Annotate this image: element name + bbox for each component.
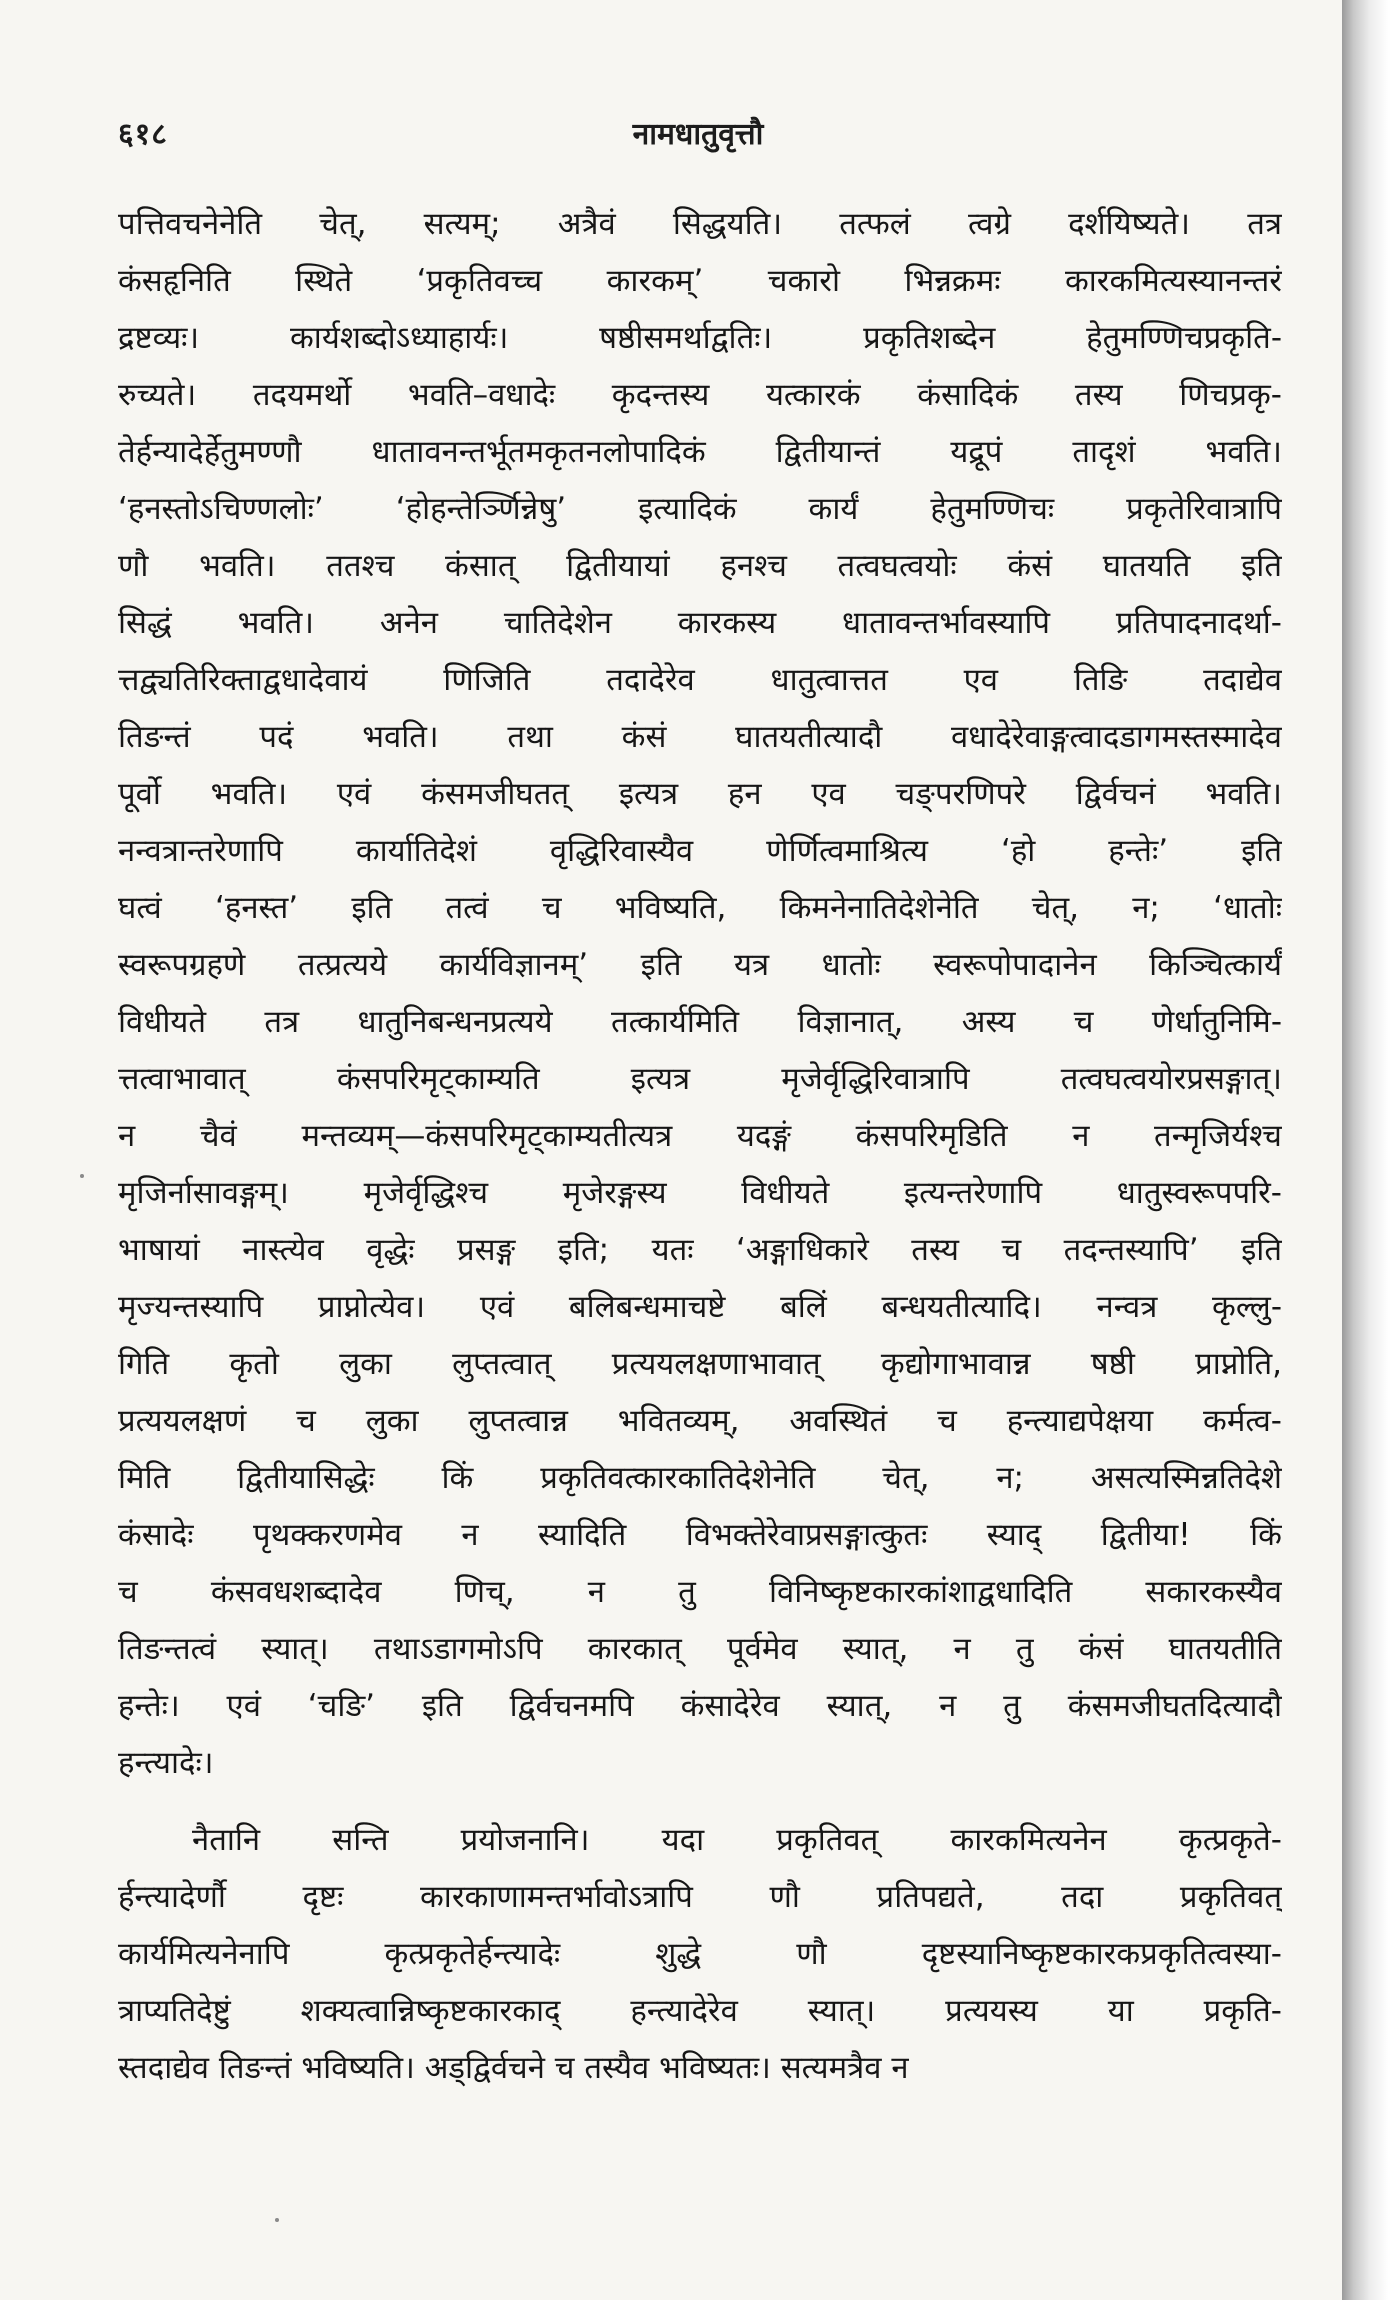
text-line: रुच्यते। तदयमर्थो भवति–वधादेः कृदन्तस्य यत्कारकं कंसादिकं तस्य णिचप्रकृ- <box>118 377 1282 413</box>
text-line: हन्तेः। एवं ‘चङि’ इति द्विर्वचनमपि कंसादेरेव स्यात्, न तु कंसमजीघतदित्यादौ <box>118 1688 1282 1724</box>
text-line: हन्त्यादेः। <box>118 1745 214 1781</box>
text-line: र्हन्त्यादेर्णौ दृष्टः कारकाणामन्तर्भावोऽत्रापि णौ प्रतिपद्यते, तदा प्रकृतिवत् <box>118 1879 1282 1915</box>
text-line: मिति द्वितीयासिद्धेः किं प्रकृतिवत्कारकातिदेशेनेति चेत्, न; असत्यस्मिन्नतिदेशे <box>118 1460 1282 1496</box>
running-title: नामधातुवृत्तौ <box>632 117 764 152</box>
text-line: च कंसवधशब्दादेव णिच्, न तु विनिष्कृष्टकारकांशाद्वधादिति सकारकस्यैव <box>118 1574 1282 1610</box>
text-line: नैतानि सन्ति प्रयोजनानि। यदा प्रकृतिवत् कारकमित्यनेन कृत्प्रकृते- <box>192 1822 1282 1858</box>
print-speck <box>80 1174 84 1178</box>
text-line: पूर्वो भवति। एवं कंसमजीघतत् इत्यत्र हन एव चङ्परणिपरे द्विर्वचनं भवति। <box>118 776 1282 812</box>
text-line: घत्वं ‘हनस्त’ इति तत्वं च भविष्यति, किमनेनातिदेशेनेति चेत्, न; ‘धातोः <box>118 890 1282 926</box>
text-line: कार्यमित्यनेनापि कृत्प्रकृतेर्हन्त्यादेः शुद्धे णौ दृष्टस्यानिष्कृष्टकारकप्रकृतित्वस्या- <box>118 1936 1282 1972</box>
text-line: तिङन्तं पदं भवति। तथा कंसं घातयतीत्यादौ वधादेरेवाङ्गत्वादडागमस्तस्मादेव <box>118 719 1282 755</box>
binding-edge-shadow <box>1342 0 1388 2300</box>
text-line: तिङन्तत्वं स्यात्। तथाऽडागमोऽपि कारकात् पूर्वमेव स्यात्, न तु कंसं घातयतीति <box>118 1631 1282 1667</box>
body-text <box>118 196 1282 2097</box>
text-line: कंसादेः पृथक्करणमेव न स्यादिति विभक्तेरेवाप्रसङ्गात्कुतः स्याद् द्वितीया! किं <box>118 1517 1282 1553</box>
text-line: नन्वत्रान्तरेणापि कार्यातिदेशं वृद्धिरिवास्यैव णेर्णित्वमाश्रित्य ‘हो हन्तेः’ इति <box>118 833 1282 869</box>
text-line: मृज्यन्तस्यापि प्राप्नोत्येव। एवं बलिबन्धमाचष्टे बलिं बन्धयतीत्यादि। नन्वत्र कृल्लु- <box>118 1289 1282 1325</box>
text-line: स्वरूपग्रहणे तत्प्रत्यये कार्यविज्ञानम्’ इति यत्र धातोः स्वरूपोपादानेन किञ्चित्कार्यं <box>118 947 1282 983</box>
text-line: णौ भवति। ततश्च कंसात् द्वितीयायां हनश्च तत्वघत्वयोः कंसं घातयति इति <box>118 548 1282 584</box>
print-speck <box>275 2218 279 2222</box>
text-line: मृजिर्नासावङ्गम्। मृजेर्वृद्धिश्च मृजेरङ्गस्य विधीयते इत्यन्तरेणापि धातुस्वरूपपरि- <box>118 1175 1282 1211</box>
page-header <box>118 112 1278 158</box>
text-line: भाषायां नास्त्येव वृद्धेः प्रसङ्ग इति; यतः ‘अङ्गाधिकारे तस्य च तदन्तस्यापि’ इति <box>118 1232 1282 1268</box>
paragraph-2 <box>118 1812 1282 2097</box>
text-line: स्तदाद्येव तिङन्तं भविष्यति। अड्द्विर्वचने च तस्यैव भविष्यतः। सत्यमत्रैव न <box>118 2050 909 2086</box>
paragraph-1 <box>118 196 1282 1792</box>
text-line: त्तत्वाभावात् कंसपरिमृट्काम्यति इत्यत्र मृजेर्वृद्धिरिवात्रापि तत्वघत्वयोरप्रसङ्गात्। <box>118 1061 1282 1097</box>
text-line: विधीयते तत्र धातुनिबन्धनप्रत्यये तत्कार्यमिति विज्ञानात्, अस्य च णेर्धातुनिमि- <box>118 1004 1282 1040</box>
text-line: त्तद्व्यतिरिक्ताद्वधादेवायं णिजिति तदादेरेव धातुत्वात्तत एव तिङि तदाद्येव <box>118 662 1282 698</box>
text-line: कंसहृनिति स्थिते ‘प्रकृतिवच्च कारकम्’ चकारो भिन्नक्रमः कारकमित्यस्यानन्तरं <box>118 263 1282 299</box>
text-line: द्रष्टव्यः। कार्यशब्दोऽध्याहार्यः। षष्ठीसमर्थाद्वतिः। प्रकृतिशब्देन हेतुमण्णिचप्रकृति- <box>118 320 1282 356</box>
text-line: न चैवं मन्तव्यम्—कंसपरिमृट्काम्यतीत्यत्र यदङ्गं कंसपरिमृडिति न तन्मृजिर्यश्च <box>118 1118 1282 1154</box>
page-number: ६१८ <box>118 117 168 152</box>
text-line: तेर्हन्यादेर्हेतुमण्णौ धातावनन्तर्भूतमकृतनलोपादिकं द्वितीयान्तं यद्रूपं तादृशं भवति। <box>118 434 1282 470</box>
text-line: प्रत्ययलक्षणं च लुका लुप्तत्वान्न भवितव्यम्, अवस्थितं च हन्त्याद्यपेक्षया कर्मत्व- <box>118 1403 1282 1439</box>
text-line: ‘हनस्तोऽचिण्णलोः’ ‘होहन्तेर्ञ्णिन्नेषु’ इत्यादिकं कार्यं हेतुमण्णिचः प्रकृतेरिवात्रापि <box>118 491 1282 527</box>
text-line: गिति कृतो लुका लुप्तत्वात् प्रत्ययलक्षणाभावात् कृद्योगाभावान्न षष्ठी प्राप्नोति, <box>118 1346 1282 1382</box>
text-line: पत्तिवचनेनेति चेत्, सत्यम्; अत्रैवं सिद्धयति। तत्फलं त्वग्रे दर्शयिष्यते। तत्र <box>118 206 1282 242</box>
text-line: सिद्धं भवति। अनेन चातिदेशेन कारकस्य धातावन्तर्भावस्यापि प्रतिपादनादर्था- <box>118 605 1282 641</box>
text-line: त्राप्यतिदेष्टुं शक्यत्वान्निष्कृष्टकारकाद् हन्त्यादेरेव स्यात्। प्रत्ययस्य या प्रकृति- <box>118 1993 1282 2029</box>
paragraph-gap <box>118 1792 1282 1812</box>
